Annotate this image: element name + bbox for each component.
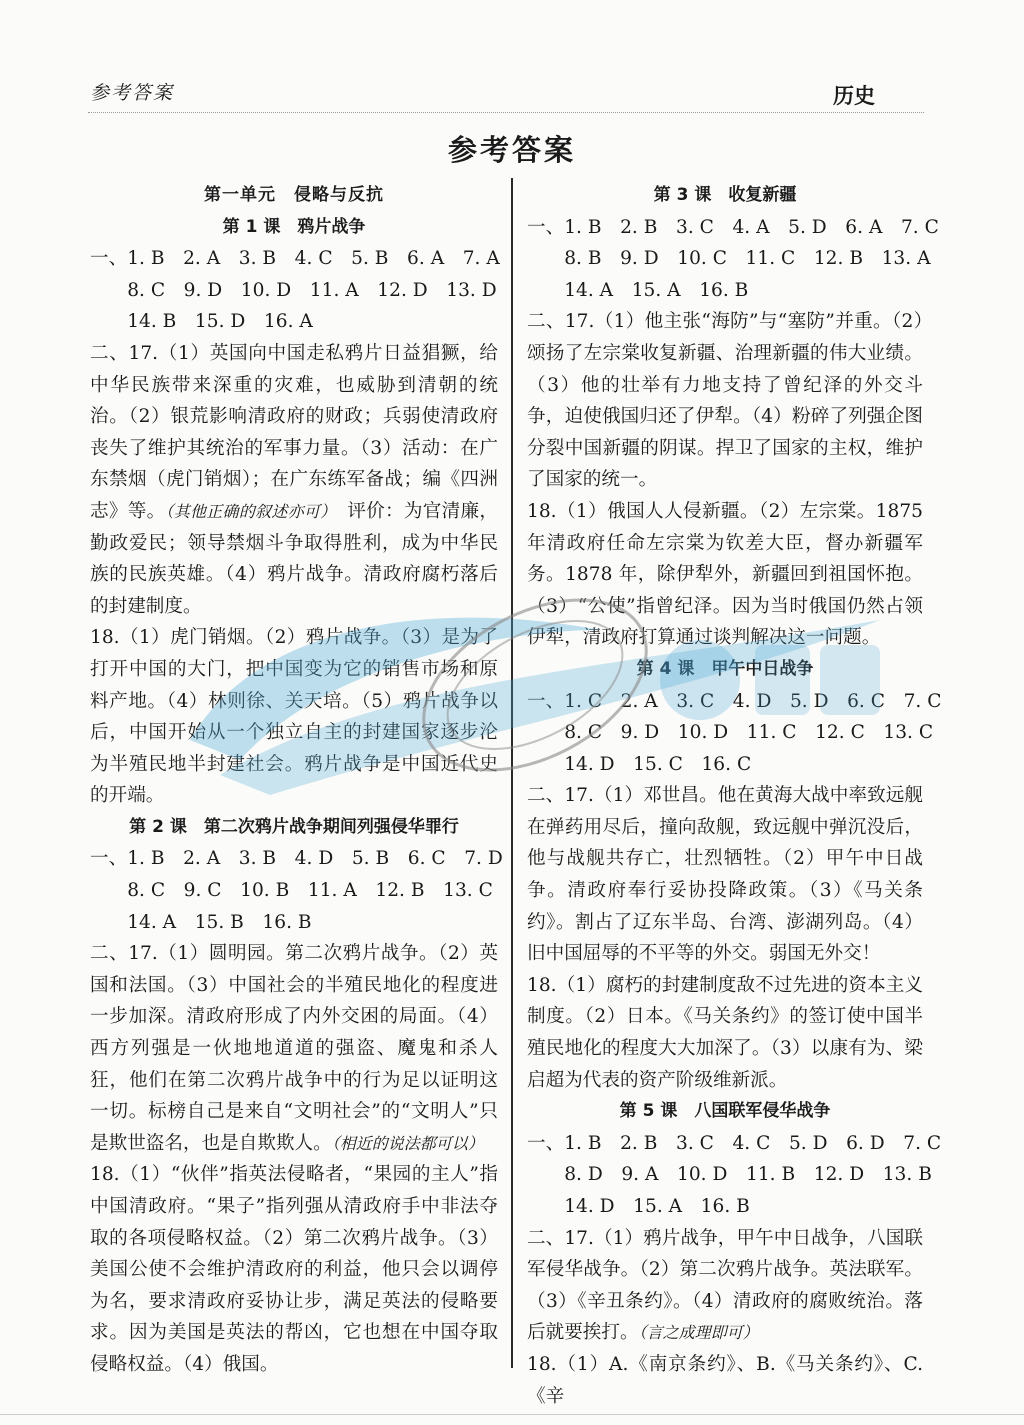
- lesson-2-title: 第 2 课 第二次鸦片战争期间列强侵华罪行: [129, 816, 459, 837]
- lesson-1-q17: [90, 338, 498, 622]
- lesson-2-q17: [90, 938, 498, 1159]
- lesson-1-q18: 18.（1）虎门销烟。（2）鸦片战争。（3）是为了打开中国的大门，把中国变为它的销售市场和原料产地。（4）林则徐、关天培。（5）鸦片战争以后，中国开始从一个独立自主的封建国家逐步沦为半殖民地半封建社会。鸦片战争是中国近代史的开端。: [90, 627, 498, 807]
- lesson-5-mc-row: 一、1. B 2. B 3. C 4. C 5. D 6. D 7. C: [527, 1132, 942, 1154]
- lesson-3-mc-row: 8. B 9. D 10. C 11. C 12. B 13. A: [527, 248, 931, 270]
- lesson-2-q17-note: （相近的说法都可以）: [331, 1133, 484, 1153]
- page-title: 参考答案: [447, 133, 576, 167]
- lesson-5-q17-note: （言之成理即可）: [638, 1323, 759, 1343]
- lesson-5-q17-text: 二、17.（1）鸦片战争，甲午中日战争，八国联军侵华战争。（2）第二次鸦片战争。英法联军。（3）《辛丑条约》。（4）清政府的腐败统治。落后就要挨打。: [527, 1227, 923, 1344]
- lesson-5-q18: 18.（1）A.《南京条约》、B.《马关条约》、C.《辛: [527, 1353, 923, 1407]
- lesson-2-q17-text: 二、17.（1）圆明园。第二次鸦片战争。（2）英国和法国。（3）中国社会的半殖民地化的程度进一步加深。清政府形成了内外交困的局面。（4）西方列强是一伙地地道道的强盗、魔鬼和杀人狂，他们在第二次鸦片战争中的行为足以证明这一切。标榜自己是来自“文明社会”的“文明人”只是欺世盗名，也是自欺欺人。: [90, 943, 498, 1154]
- lesson-2-mc-row: 14. A 15. B 16. B: [90, 911, 312, 933]
- lesson-5-mc-row: 8. D 9. A 10. D 11. B 12. D 13. B: [527, 1164, 932, 1186]
- lesson-1-mc-row: 一、1. B 2. A 3. B 4. C 5. B 6. A 7. A: [90, 248, 500, 270]
- lesson-3-mc-row: 一、1. B 2. B 3. C 4. A 5. D 6. A 7. C: [527, 216, 939, 238]
- lesson-1-q17-note: （其他正确的叙述亦可）: [165, 501, 329, 521]
- lesson-3-q17: 二、17.（1）他主张“海防”与“塞防”并重。（2）颂扬了左宗棠收复新疆、治理新疆的伟大业绩。（3）他的壮举有力地支持了曾纪泽的外交斗争，迫使俄国归还了伊犁。（4）粉碎了列强企图分裂中国新疆的阴谋。捍卫了国家的主权，维护了国家的统一。: [527, 311, 923, 491]
- lesson-4-mc-row: 14. D 15. C 16. C: [527, 753, 752, 775]
- lesson-3-title: 第 3 课 收复新疆: [653, 185, 797, 205]
- lesson-1-q17-text: 二、17.（1）英国向中国走私鸦片日益猖獗，给中华民族带来深重的灾难，也威胁到清朝的统治。（2）银荒影响清政府的财政；兵弱使清政府丧失了维护其统治的军事力量。（3）活动：在广东禁烟（虎门销烟）；在广东练军备战；编《四洲志》等。: [90, 342, 498, 522]
- header-left: 参考答案: [90, 82, 175, 104]
- header-rule: [88, 112, 924, 113]
- lesson-3-mc-row: 14. A 15. A 16. B: [527, 279, 749, 301]
- lesson-1-mc-row: 14. B 15. D 16. A: [90, 311, 313, 333]
- lesson-5-q17: [527, 1223, 923, 1349]
- unit-title: 第一单元 侵略与反抗: [204, 185, 384, 205]
- lesson-1-q17-text-b: 评价：为官清廉，勤政爱民；领导禁烟斗争取得胜利，成为中华民族的民族英雄。（4）鸦片战争。清政府腐朽落后的封建制度。: [90, 500, 498, 617]
- lesson-4-mc-row: 一、1. C 2. A 3. C 4. D 5. D 6. C 7. C: [527, 690, 942, 712]
- lesson-1-mc-row: 8. C 9. D 10. D 11. A 12. D 13. D: [90, 279, 497, 301]
- lesson-4-q18: 18.（1）腐朽的封建制度敌不过先进的资本主义制度。（2）日本。《马关条约》的签订使中国半殖民地化的程度大大加深了。（3）以康有为、梁启超为代表的资产阶级维新派。: [527, 974, 923, 1091]
- right-column: [527, 180, 942, 1412]
- lesson-4-q17: 二、17.（1）邓世昌。他在黄海大战中率致远舰在弹药用尽后，撞向敌舰，致远舰中弹沉没后，他与战舰共存亡，壮烈牺牲。（2）甲午中日战争。清政府奉行妥协投降政策。（3）《马关条约》。割占了辽东半岛、台湾、澎湖列岛。（4）旧中国屈辱的不平等的外交。弱国无外交！: [527, 785, 923, 965]
- header-subject: 历史: [833, 84, 875, 108]
- lesson-2-mc-row: 一、1. B 2. A 3. B 4. D 5. B 6. C 7. D: [90, 848, 503, 870]
- lesson-2-q18: 18.（1）“伙伴”指英法侵略者，“果园的主人”指中国清政府。“果子”指列强从清政府手中非法夺取的各项侵略权益。（2）第二次鸦片战争。（3）美国公使不会维护清政府的利益，他只会以调停为名，要求清政府妥协让步，满足英法的侵略要求。因为美国是英法的帮凶，它也想在中国夺取侵略权益。（4）俄国。: [90, 1164, 498, 1375]
- column-divider: [511, 178, 513, 1368]
- page-bottom-rule: [0, 1414, 1024, 1415]
- lesson-2-mc-row: 8. C 9. C 10. B 11. A 12. B 13. C: [90, 880, 493, 902]
- lesson-1-title: 第 1 课 鸦片战争: [222, 216, 366, 237]
- left-column: [90, 180, 503, 1381]
- lesson-3-q18: 18.（1）俄国人人侵新疆。（2）左宗棠。1875 年清政府任命左宗棠为钦差大臣，督办新疆军务。1878 年，除伊犁外，新疆回到祖国怀抱。（3）“公使”指曾纪泽。因为当时俄国仍然占领伊犁，清政府打算通过谈判解决这一问题。: [527, 500, 923, 649]
- lesson-5-mc-row: 14. D 15. A 16. B: [527, 1196, 750, 1217]
- lesson-4-mc-row: 8. C 9. D 10. D 11. C 12. C 13. C: [527, 722, 934, 744]
- lesson-4-title: 第 4 课 甲午中日战争: [636, 658, 814, 679]
- lesson-5-title: 第 5 课 八国联军侵华战争: [619, 1101, 831, 1122]
